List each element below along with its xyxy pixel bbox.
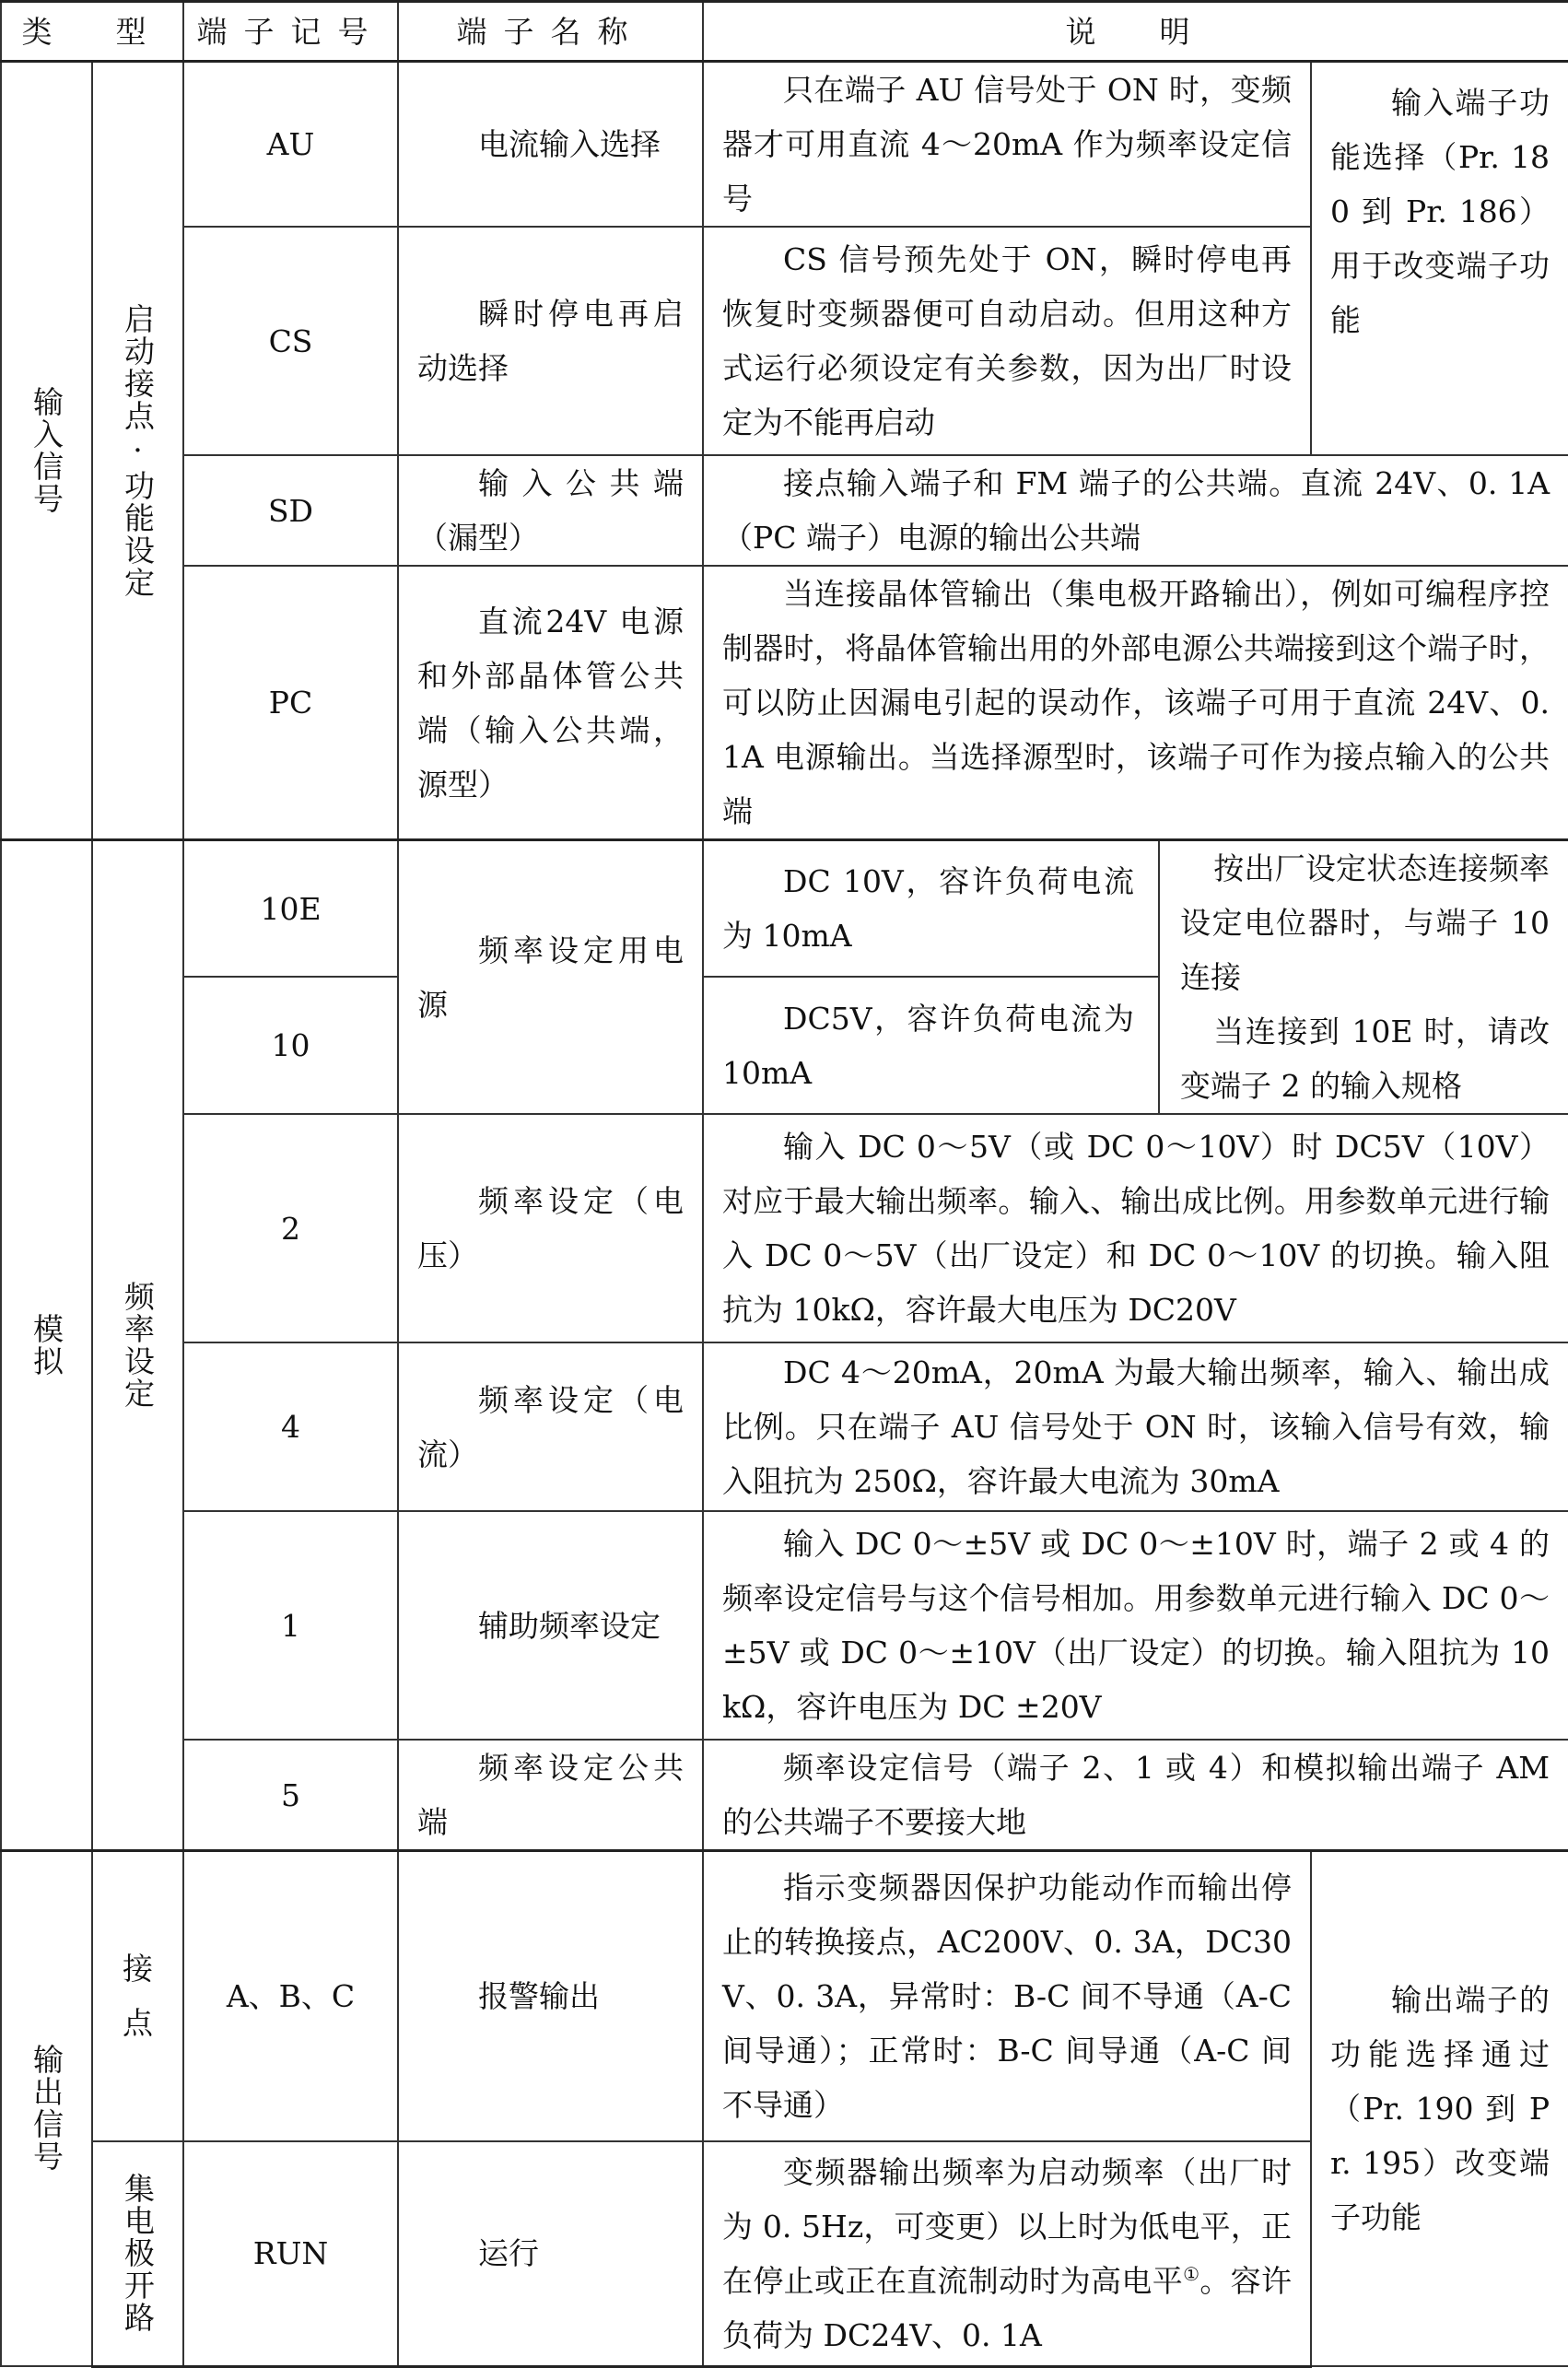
group-analog: 模拟 bbox=[1, 840, 92, 1851]
group-contact: 接点 bbox=[92, 1850, 183, 2141]
terminal-name: 运行 bbox=[398, 2141, 703, 2366]
terminal-name: 辅助频率设定 bbox=[398, 1511, 703, 1740]
group-open-collector: 集电极开路 bbox=[92, 2141, 183, 2366]
table-row bbox=[1, 455, 1568, 566]
terminal-name: 瞬时停电再启动选择 bbox=[398, 227, 703, 455]
terminal-description: 接点输入端子和 FM 端子的公共端。直流 24V、0. 1A（PC 端子）电源的输出公共端 bbox=[703, 455, 1568, 566]
terminal-description: 当连接晶体管输出（集电极开路输出），例如可编程序控制器时，将晶体管输出用的外部电源公共端接到这个端子时，可以防止因漏电引起的误动作，该端子可用于直流 24V、0. 1A 电源输出。当选择源型时，该端子可作为接点输入的公共端 bbox=[703, 566, 1568, 840]
run-desc-main: 变频器输出频率为启动频率（出厂时为 0. 5Hz，可变更）以上时为低电平，正在停止或正在直流制动时为高电平 bbox=[722, 2153, 1292, 2299]
terminal-description: DC 10V，容许负荷电流为 10mA bbox=[703, 840, 1159, 978]
terminal-symbol: CS bbox=[183, 227, 398, 455]
terminal-symbol: A、B、C bbox=[183, 1850, 398, 2141]
terminal-symbol: SD bbox=[183, 455, 398, 566]
terminal-description: 输入 DC 0～5V（或 DC 0～10V）时 DC5V（10V）对应于最大输出频率。输入、输出成比例。用参数单元进行输入 DC 0～5V（出厂设定）和 DC 0～10V 的切换。输入阻抗为 10kΩ，容许最大电压为 DC20V bbox=[703, 1114, 1568, 1342]
table-row bbox=[1, 1114, 1568, 1342]
group-output-signal: 输出信号 bbox=[1, 1850, 92, 2366]
table-row bbox=[1, 1850, 1568, 2141]
terminal-symbol: PC bbox=[183, 566, 398, 840]
terminal-name: 频率设定（电流） bbox=[398, 1342, 703, 1511]
output-function-note: 输出端子的功能选择通过（Pr. 190 到 Pr. 195）改变端子功能 bbox=[1311, 1850, 1568, 2366]
terminal-description: 输入 DC 0～±5V 或 DC 0～±10V 时，端子 2 或 4 的频率设定信号与这个信号相加。用参数单元进行输入 DC 0～±5V 或 DC 0～±10V（出厂设定）的切换。输入阻抗为 10kΩ，容许电压为 DC ±20V bbox=[703, 1511, 1568, 1740]
terminal-name: 频率设定公共端 bbox=[398, 1740, 703, 1850]
table-row bbox=[1, 566, 1568, 840]
header-type: 类 型 bbox=[1, 2, 183, 62]
table-row bbox=[1, 62, 1568, 228]
terminal-name: 电流输入选择 bbox=[398, 62, 703, 228]
footnote-mark: ① bbox=[1183, 2262, 1200, 2285]
table-row bbox=[1, 840, 1568, 978]
group-input-signal: 输入信号 bbox=[1, 62, 92, 840]
run-desc-tail: 。容许负荷为 DC24V、0. 1A bbox=[722, 2262, 1293, 2353]
power-note-line-1: 按出厂设定状态连接频率设定电位器时，与端子 10 连接 bbox=[1180, 850, 1550, 995]
header-description: 说 明 bbox=[703, 2, 1568, 62]
terminal-name: 报警输出 bbox=[398, 1850, 703, 2141]
header-terminal-name: 端子名称 bbox=[398, 2, 703, 62]
terminal-description: CS 信号预先处于 ON，瞬时停电再恢复时变频器便可自动启动。但用这种方式运行必须设定有关参数，因为出厂时设定为不能再启动 bbox=[703, 227, 1311, 455]
terminal-description: DC5V，容许负荷电流为 10mA bbox=[703, 977, 1159, 1114]
terminal-name: 频率设定用电源 bbox=[398, 840, 703, 1115]
group-freq-setting: 频率设定 bbox=[92, 840, 183, 1851]
terminal-description: 指示变频器因保护功能动作而输出停止的转换接点，AC200V、0. 3A，DC30V、0. 3A，异常时：B-C 间不导通（A-C 间导通）；正常时：B-C 间导通（A-C 间不导通） bbox=[703, 1850, 1311, 2141]
terminal-symbol: 2 bbox=[183, 1114, 398, 1342]
terminal-description: DC 4～20mA，20mA 为最大输出频率，输入、输出成比例。只在端子 AU 信号处于 ON 时，该输入信号有效，输入阻抗为 250Ω，容许最大电流为 30mA bbox=[703, 1342, 1568, 1511]
terminal-symbol: RUN bbox=[183, 2141, 398, 2366]
power-note bbox=[1159, 840, 1568, 1115]
terminal-symbol: 10E bbox=[183, 840, 398, 978]
table-row bbox=[1, 1740, 1568, 1850]
terminal-description: 频率设定信号（端子 2、1 或 4）和模拟输出端子 AM 的公共端子不要接大地 bbox=[703, 1740, 1568, 1850]
terminal-name: 频率设定（电压） bbox=[398, 1114, 703, 1342]
terminal-name: 输入公共端（漏型） bbox=[398, 455, 703, 566]
power-note-line-2: 当连接到 10E 时，请改变端子 2 的输入规格 bbox=[1180, 1014, 1550, 1104]
header-terminal-symbol: 端子记号 bbox=[183, 2, 398, 62]
table-row bbox=[1, 1342, 1568, 1511]
terminal-symbol: 1 bbox=[183, 1511, 398, 1740]
terminal-symbol: 5 bbox=[183, 1740, 398, 1850]
table-row bbox=[1, 1511, 1568, 1740]
terminal-description bbox=[703, 2141, 1311, 2366]
terminal-name: 直流24V 电源和外部晶体管公共端（输入公共端，源型） bbox=[398, 566, 703, 840]
input-function-note: 输入端子功能选择（Pr. 180 到 Pr. 186）用于改变端子功能 bbox=[1311, 62, 1568, 456]
terminal-description: 只在端子 AU 信号处于 ON 时，变频器才可用直流 4～20mA 作为频率设定信号 bbox=[703, 62, 1311, 228]
terminal-symbol: 4 bbox=[183, 1342, 398, 1511]
terminal-symbol: AU bbox=[183, 62, 398, 228]
terminal-symbol: 10 bbox=[183, 977, 398, 1114]
group-start-contact: 启动接点·功能设定 bbox=[92, 62, 183, 840]
header-row bbox=[1, 2, 1568, 62]
